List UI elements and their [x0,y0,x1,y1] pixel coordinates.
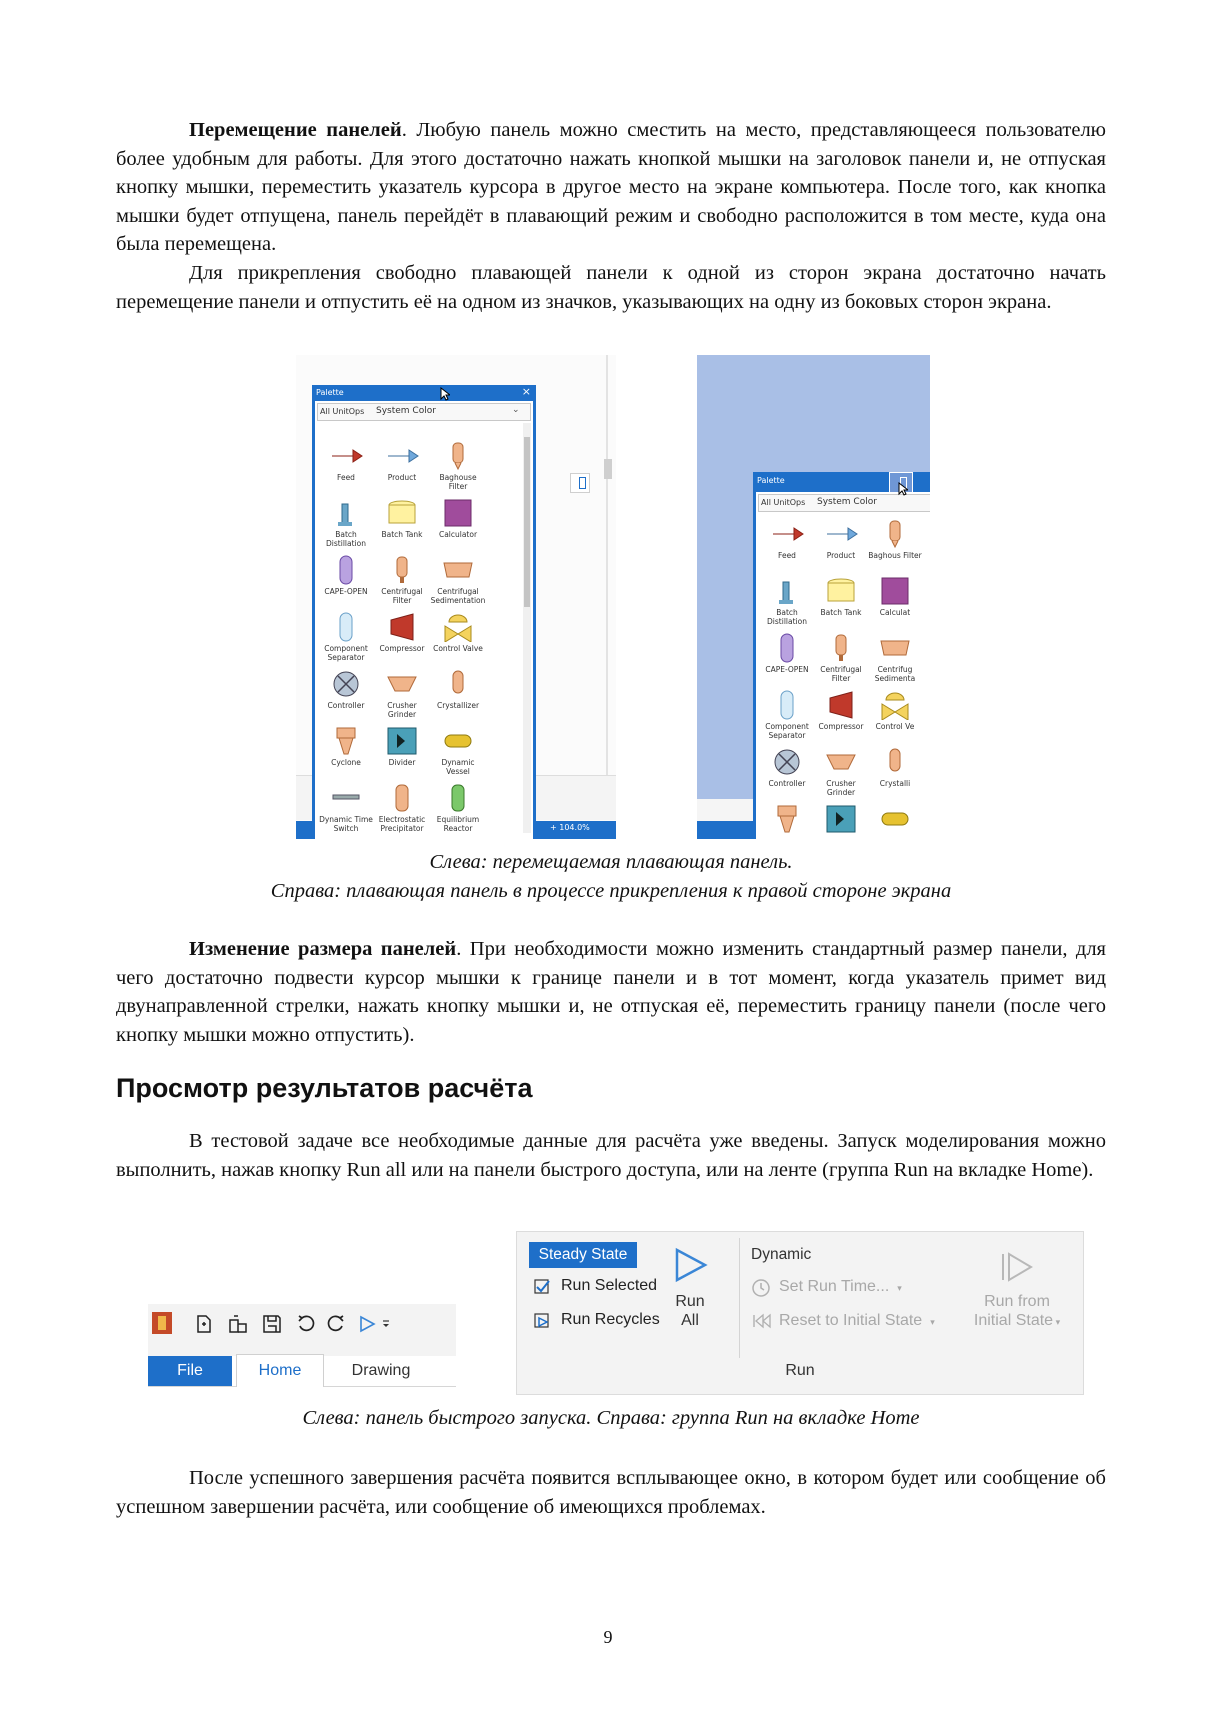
crystallizer-icon [878,747,912,777]
save-icon [264,1316,280,1332]
baghouse-filter-icon [441,441,475,471]
palette-item-label: Centrifugal Sedimentation [430,587,486,605]
palette-item-label: Compressor [818,722,864,731]
feed-arrow-icon [770,519,804,549]
run-all-label-2: All [681,1312,699,1329]
palette-item[interactable] [318,498,374,548]
palette-item[interactable] [813,747,869,797]
zoom-plus-icon[interactable]: + [550,823,560,832]
run-selected-icon [533,1278,551,1296]
crystallizer-icon [441,669,475,699]
palette-item-label: Component Separator [765,722,809,740]
palette-item[interactable] [374,498,430,540]
palette-item-label: Equilibrium Reactor [436,815,480,833]
palette-item[interactable] [813,804,869,837]
palette-item-label: Divider [388,758,416,767]
run-all-icon [361,1317,374,1331]
run-from-label-1: Run from [984,1293,1050,1310]
chevron-down-icon: ▾ [1053,1317,1061,1327]
centrifugal-sedimentation-icon [441,555,475,585]
centrifugal-sedimentation-icon [878,633,912,663]
run-all-play-icon [671,1246,709,1284]
palette-item[interactable] [374,555,430,605]
paragraph-resizing [116,935,1106,1049]
paragraph-docking: Для прикрепления свободно плавающей панели к одной из сторон экрана достаточно начать перемещение панели и отпустить её на одном из значков, указывающих на одну из боковых сторон экрана. [116,262,1106,313]
palette-item-label: Electrostatic Precipitator [378,815,426,833]
divider-icon [385,726,419,756]
run-from-initial-state-button[interactable] [957,1246,1077,1346]
customize-dropdown-icon [383,1321,389,1327]
controller-icon [329,669,363,699]
palette-item-label: Compressor [379,644,425,653]
palette-item-label: Dynamic Vessel [441,758,475,776]
palette-item[interactable] [318,441,374,483]
palette-item[interactable] [813,633,869,683]
calculator-icon [878,576,912,606]
product-arrow-icon [824,519,858,549]
compressor-icon [824,690,858,720]
section-heading: Просмотр результатов расчёта [116,1073,533,1103]
palette-item-label: Crystallizer [436,701,480,710]
palette-item-label: Dynamic Time Switch [319,815,373,833]
palette-item-label: Control Ve [875,722,915,731]
palette-item-label: Feed [778,551,796,560]
cape-open-icon [329,555,363,585]
close-icon[interactable]: × [521,385,531,398]
zoom-level: 104.0% [559,823,590,832]
run-all-button[interactable] [667,1242,713,1342]
palette-item[interactable] [318,783,374,833]
figure1-caption-right: Справа: плавающая панель в процессе прикрепления к правой стороне экрана [270,880,952,902]
run-group-label: Run [785,1362,815,1379]
open-flowsheet-icon [230,1316,246,1332]
redo-icon [329,1316,343,1330]
reset-label: Reset to Initial State [779,1312,923,1329]
palette-title-docking[interactable]: Palette [757,476,785,485]
figure-run-group [516,1231,1084,1395]
palette-item[interactable] [318,726,374,768]
palette-item[interactable] [374,612,430,654]
reset-icon [751,1312,773,1330]
palette-item-label: Product [826,551,856,560]
mouse-cursor-icon [898,482,908,496]
run-recycles-button[interactable]: Run Recycles [561,1311,660,1328]
run-selected-button[interactable]: Run Selected [561,1277,658,1294]
palette-item-label: Centrifugal Filter [820,665,862,683]
palette-item-label: Baghouse Filter [439,473,477,491]
palette-item[interactable] [759,690,815,740]
color-dropdown-docking[interactable]: System Color [817,497,877,507]
palette-item-label: CAPE-OPEN [765,665,809,674]
palette-item-label: Centrifugal Filter [381,587,423,605]
cyclone-icon [770,804,804,834]
palette-item[interactable] [759,633,815,675]
palette-item[interactable] [430,726,486,776]
palette-item[interactable] [867,804,923,837]
crusher-grinder-icon [385,669,419,699]
palette-item[interactable] [867,690,923,732]
palette-scrollbar[interactable] [523,423,531,833]
palette-item[interactable] [430,783,486,833]
palette-item-label: Control Valve [433,644,483,653]
precipitator-icon [385,783,419,813]
dynamic-vessel-icon [441,726,475,756]
mouse-cursor-icon [440,387,450,401]
chevron-down-icon: ▾ [897,1283,902,1293]
palette-item[interactable] [430,669,486,711]
palette-item-label: CAPE-OPEN [324,587,368,596]
run-all-label-1: Run [675,1293,705,1310]
new-file-icon [198,1316,210,1332]
palette-item-label: Batch Tank [381,530,423,539]
palette-item[interactable] [374,726,430,768]
calculator-icon [441,498,475,528]
set-run-time-label: Set Run Time... [779,1278,890,1295]
palette-item[interactable] [759,519,815,561]
figure-docking-palette [697,355,930,839]
quick-access-toolbar [194,1314,394,1334]
batch-tank-icon [385,498,419,528]
palette-item[interactable] [430,441,486,491]
palette-item-label: Product [387,473,417,482]
control-valve-icon [878,690,912,720]
equilibrium-reactor-icon [441,783,475,813]
palette-item-label: Crusher Grinder [826,779,856,797]
palette-item-label: Calculator [438,530,478,539]
component-separator-icon [329,612,363,642]
chevron-down-icon[interactable]: ⌄ [512,405,520,415]
palette-item-label: Component Separator [324,644,368,662]
figure-quick-access [148,1304,456,1387]
tab-file[interactable]: File [148,1356,232,1386]
controller-icon [770,747,804,777]
palette-item[interactable] [867,576,923,618]
centrifugal-filter-icon [824,633,858,663]
palette-item[interactable] [374,783,430,833]
palette-item[interactable] [759,804,815,837]
palette-item-label: Crystalli [879,779,911,788]
figure2-caption: Слева: панель быстрого запуска. Справа: группа Run на вкладке Home [302,1407,920,1429]
divider-icon [824,804,858,834]
dynamic-vessel-icon [878,804,912,834]
clock-icon [751,1278,771,1298]
palette-item[interactable] [867,519,923,561]
feed-arrow-icon [329,441,363,471]
palette-item[interactable] [430,555,486,605]
compressor-icon [385,612,419,642]
term-moving-panels: Перемещение панелей [189,119,402,141]
batch-distillation-icon [329,498,363,528]
paragraph-text: . При необходимости можно изменить стандартный размер панели, для чего достаточно подвести курсор мышки к границе панели и в тот момент, когда указатель примет вид двунаправленной стрелки, нажать кнопку мышки и, не отпуская её, переместить границу панели (после чего кнопку мышки можно отпустить). [116,938,1106,1046]
palette-item-label: Batch Distillation [326,530,366,548]
tab-all-unitops-docking[interactable]: All UnitOps [761,498,806,507]
palette-item[interactable] [318,612,374,662]
palette-item-label: Batch Distillation [767,608,807,626]
palette-item-label: Baghous Filter [868,551,922,560]
color-dropdown[interactable]: System Color [376,406,436,416]
palette-item[interactable] [813,519,869,561]
tab-all-unitops[interactable]: All UnitOps [320,407,365,416]
palette-item-label: Controller [768,779,806,788]
component-separator-icon [770,690,804,720]
figure1-caption-left: Слева: перемещаемая плавающая панель. [429,851,793,873]
page-number: 9 [603,1627,613,1647]
paragraph-moving-panels [116,116,1106,259]
palette-item[interactable] [318,669,374,711]
run-from-initial-icon [997,1250,1037,1284]
palette-item[interactable] [430,612,486,654]
tab-home[interactable]: Home [236,1354,324,1387]
palette-item-label: Feed [337,473,355,482]
palette-item[interactable] [374,441,430,483]
baghouse-filter-icon [878,519,912,549]
palette-item[interactable] [759,747,815,789]
palette-item[interactable] [867,747,923,789]
palette-item[interactable] [759,576,815,626]
batch-distillation-icon [770,576,804,606]
palette-title[interactable]: Palette [316,388,344,397]
palette-item-label: Batch Tank [820,608,862,617]
paragraph-completion: После успешного завершения расчёта появится всплывающее окно, в котором будет или сообщение об успешном завершении расчёта, или сообщение об имеющихся проблемах. [116,1467,1106,1518]
set-run-time-button[interactable] [779,1278,902,1296]
product-arrow-icon [385,441,419,471]
palette-item[interactable] [813,690,869,732]
paragraph-text: . Любую панель можно сместить на место, представляющееся пользователю более удобным для работы. Для этого достаточно нажать кнопкой мышки на заголовок панели и, не отпуская кнопку мышки, переместить указатель курсора в другое место на экране компьютера. После того, как кнопка мышки будет отпущена, панель перейдёт в плавающий режим и свободно расположится в том месте, куда она была перемещена. [116,119,1106,255]
crusher-grinder-icon [824,747,858,777]
batch-tank-icon [824,576,858,606]
palette-item-label: Calculat [879,608,911,617]
term-resizing-panels: Изменение размера панелей [189,938,457,960]
steady-state-button[interactable]: Steady State [529,1242,637,1268]
palette-item[interactable] [813,576,869,618]
chevron-down-icon: ▾ [930,1317,935,1327]
undo-icon [299,1316,313,1330]
palette-item-label: Centrifug Sedimenta [874,665,916,683]
dock-indicator-icon[interactable] [570,473,590,493]
palette-item-label: Cyclone [331,758,361,767]
cyclone-icon [329,726,363,756]
reset-initial-state-button[interactable] [779,1312,935,1330]
paragraph-run-all: В тестовой задаче все необходимые данные для расчёта уже введены. Запуск моделирования можно выполнить, нажав кнопку Run all или на панели быстрого доступа, или на ленте (группа Run на вкладке Home). [116,1130,1106,1181]
app-logo-icon [152,1312,172,1334]
palette-item[interactable] [430,498,486,540]
run-recycles-icon [533,1312,551,1330]
tab-drawing[interactable]: Drawing [351,1362,411,1379]
cape-open-icon [770,633,804,663]
run-from-label-2: Initial State [973,1312,1054,1329]
palette-item-label: Crusher Grinder [387,701,417,719]
dynamic-label: Dynamic [751,1246,812,1263]
figure-floating-palette [296,355,616,839]
palette-item[interactable] [318,555,374,597]
palette-item[interactable] [374,669,430,719]
time-switch-icon [329,783,363,813]
palette-item-label: Controller [327,701,365,710]
palette-item[interactable] [867,633,923,683]
centrifugal-filter-icon [385,555,419,585]
control-valve-icon [441,612,475,642]
